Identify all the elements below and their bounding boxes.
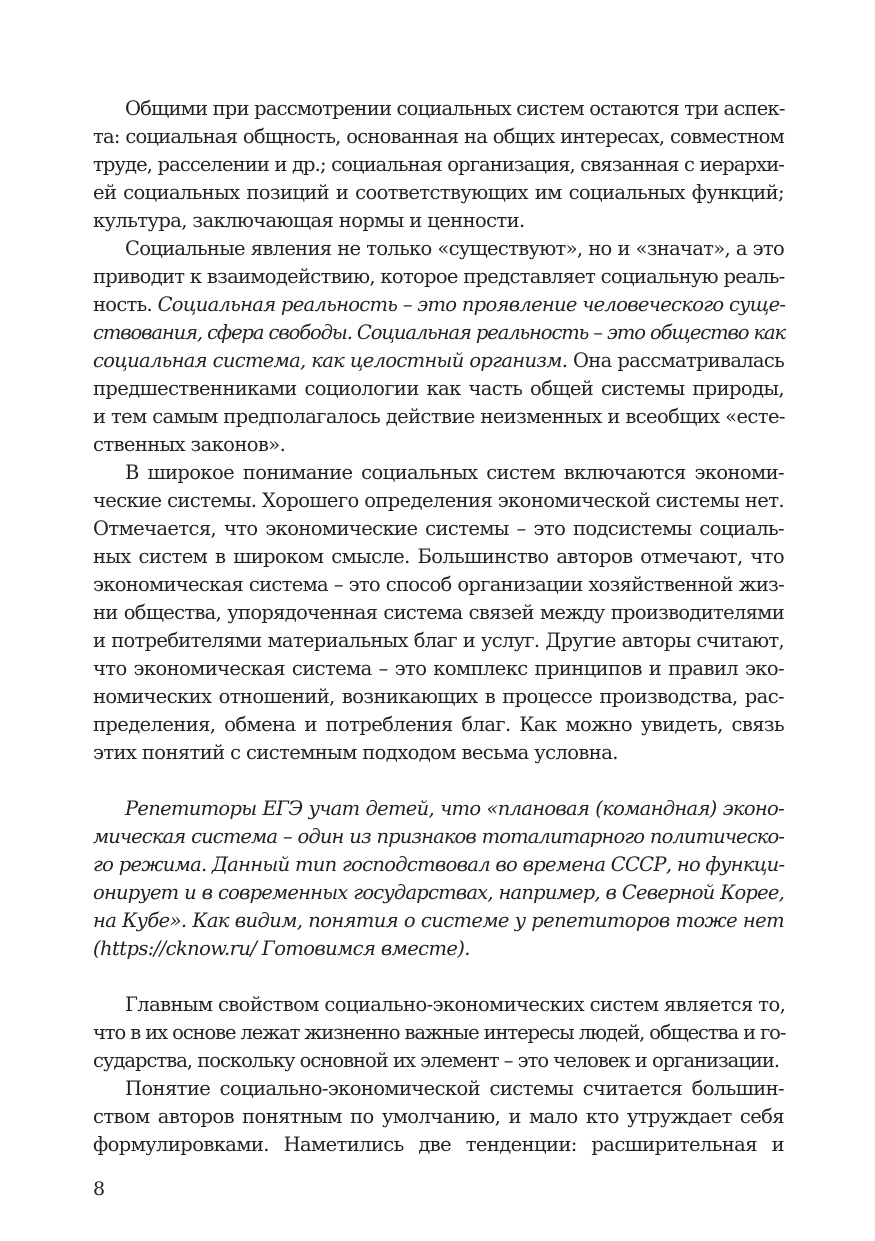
- quote-line: Репетиторы ЕГЭ учат детей, что «плановая (командная) эконо-: [125, 797, 784, 820]
- text-line: социальная система, как целостный организм. Она рассматривалась: [93, 349, 784, 372]
- text-line: Главным свойством социально-экономических систем является то,: [125, 993, 786, 1016]
- quote-line: мическая система – один из признаков тоталитарного политическо-: [93, 825, 784, 848]
- text-line: этих понятий с системным подходом весьма условна.: [93, 741, 618, 764]
- text-line: экономическая система – это способ организации хозяйственной жиз-: [93, 573, 784, 596]
- text-line: ствования, сфера свободы. Социальная реальность – это общество как: [93, 321, 786, 344]
- text-line: что в их основе лежат жизненно важные интересы людей, общества и го-: [93, 1021, 786, 1044]
- text-line: Отмечается, что экономические системы – это подсистемы социаль-: [93, 517, 784, 540]
- italic-definition: социальная система, как целостный организм.: [93, 349, 568, 372]
- text-line: что экономическая система – это комплекс принципов и правил эко-: [93, 657, 784, 680]
- text-line: ством авторов понятным по умолчанию, и мало кто утруждает себя: [93, 1105, 784, 1128]
- text-line: та: социальная общность, основанная на общих интересах, совместном: [93, 125, 784, 148]
- text-line: предшественниками социологии как часть общей системы природы,: [93, 377, 784, 400]
- quote-source: (https://cknow.ru/ Готовимся вместе).: [93, 937, 470, 960]
- text-line: ни общества, упорядоченная система связей между производителями: [93, 601, 784, 624]
- text-line: ственных законов».: [93, 433, 286, 456]
- page-number: 8: [93, 1178, 106, 1200]
- quote-line: на Кубе». Как видим, понятия о системе у репетиторов тоже нет: [93, 909, 784, 932]
- text-line: В широкое понимание социальных систем включаются экономи-: [125, 461, 784, 484]
- text-line: пределения, обмена и потребления благ. Как можно увидеть, связь: [93, 713, 784, 736]
- text-line: и потребителями материальных благ и услуг. Другие авторы считают,: [93, 629, 784, 652]
- text-line: сударства, поскольку основной их элемент – это человек и организации.: [93, 1049, 780, 1072]
- text-line: ность. Социальная реальность – это проявление человеческого суще-: [93, 293, 786, 316]
- text-line: приводит к взаимодействию, которое представляет социальную реаль-: [93, 265, 785, 288]
- text-line: ных систем в широком смысле. Большинство авторов отмечают, что: [93, 545, 784, 568]
- text-line: формулировками. Наметились две тенденции: расширительная и: [93, 1133, 784, 1156]
- text-line: и тем самым предполагалось действие неизменных и всеобщих «есте-: [93, 405, 785, 428]
- quote-line: онирует и в современных государствах, например, в Северной Корее,: [93, 881, 784, 904]
- text-line: Социальные явления не только «существуют», но и «значат», а это: [125, 237, 784, 260]
- text-line: труде, расселении и др.; социальная организация, связанная с иерархи-: [93, 153, 784, 176]
- text-line: культура, заключающая нормы и ценности.: [93, 209, 525, 232]
- text-line: Понятие социально-экономической системы считается большин-: [125, 1077, 784, 1100]
- text-line: ческие системы. Хорошего определения экономической системы нет.: [93, 489, 784, 512]
- quote-line: го режима. Данный тип господствовал во времена СССР, но функци-: [93, 853, 785, 876]
- italic-definition: Социальная реальность – это проявление человеческого суще-: [157, 293, 786, 316]
- text-line: Общими при рассмотрении социальных систем остаются три аспек-: [125, 97, 785, 120]
- text-line: номических отношений, возникающих в процессе производства, рас-: [93, 685, 784, 708]
- text-line: ей социальных позиций и соответствующих им социальных функций;: [93, 181, 784, 204]
